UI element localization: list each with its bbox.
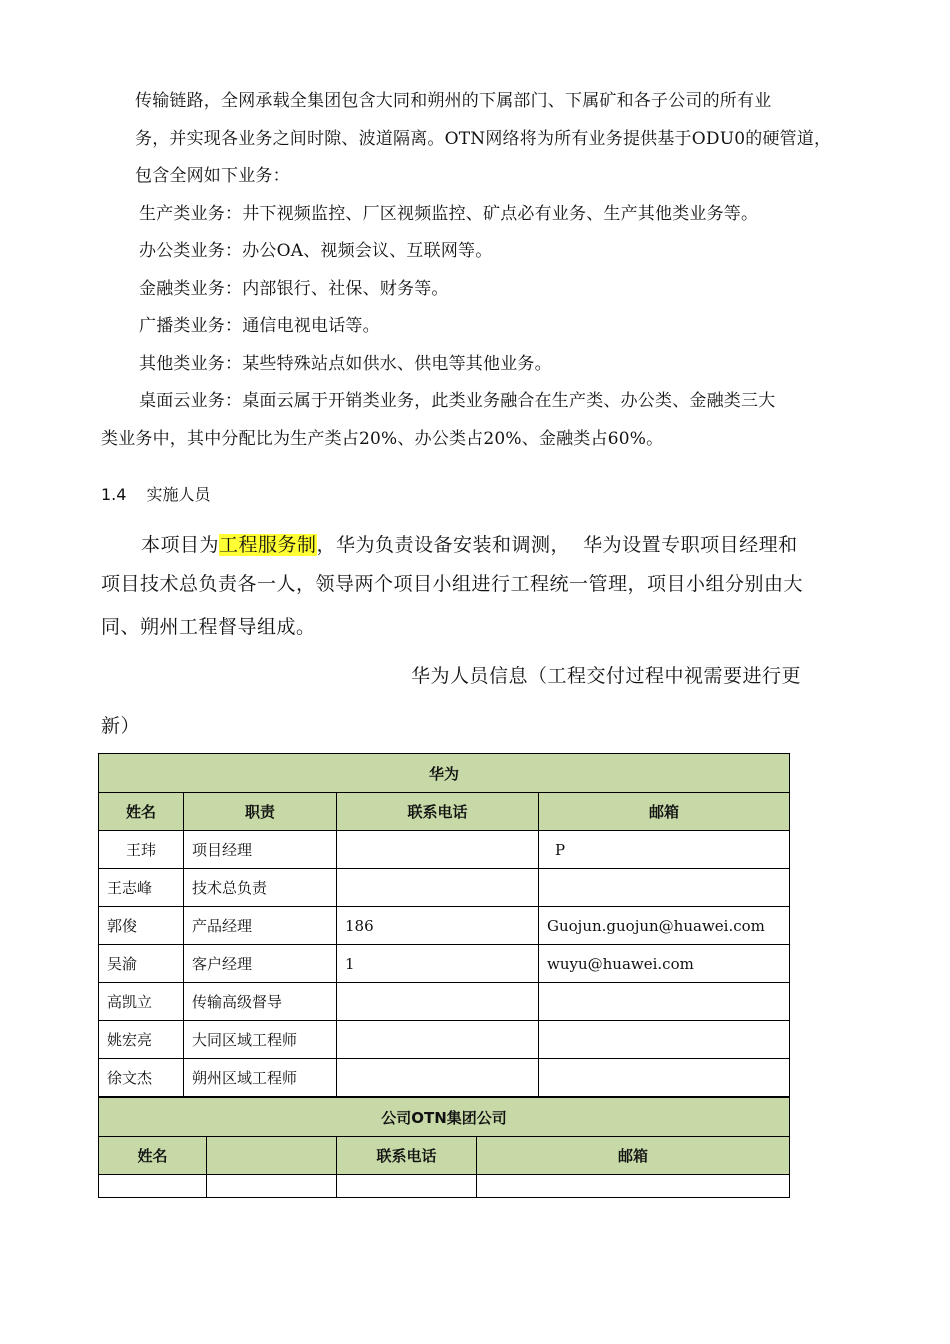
paragraph1-line-7: 广播类业务：通信电视电话等。 — [139, 316, 380, 336]
paragraph2-line-1 — [141, 532, 798, 558]
cell-name: 王玮 — [99, 831, 184, 869]
cell-phone: 186 — [337, 907, 539, 945]
cell-name: 吴渝 — [99, 945, 184, 983]
cell-email — [539, 869, 790, 907]
company-title: 公司OTN集团公司 — [99, 1098, 790, 1137]
cell-email: P — [539, 831, 790, 869]
paragraph1-line-8: 其他类业务：某些特殊站点如供水、供电等其他业务。 — [139, 354, 552, 374]
cell-email — [539, 1021, 790, 1059]
company-header-blank — [207, 1137, 337, 1175]
paragraph2-line-3: 同、朔州工程督导组成。 — [101, 616, 316, 638]
cell-name: 郭俊 — [99, 907, 184, 945]
cell-role: 客户经理 — [184, 945, 337, 983]
empty-cell — [99, 1175, 207, 1198]
table-row — [99, 1175, 790, 1198]
cell-email: wuyu@huawei.com — [539, 945, 790, 983]
cell-role: 大同区域工程师 — [184, 1021, 337, 1059]
paragraph2-prefix: 本项目为 — [141, 534, 220, 556]
paragraph1-line-2: 务，并实现各业务之间时隙、波道隔离。OTN网络将为所有业务提供基于ODU0的硬管道， — [135, 129, 832, 149]
cell-role: 产品经理 — [184, 907, 337, 945]
paragraph1-line-4: 生产类业务：井下视频监控、厂区视频监控、矿点必有业务、生产其他类业务等。 — [139, 204, 759, 224]
cell-role: 朔州区域工程师 — [184, 1059, 337, 1097]
cell-name: 王志峰 — [99, 869, 184, 907]
cell-phone — [337, 869, 539, 907]
company-header-phone: 联系电话 — [337, 1137, 477, 1175]
paragraph1-line-1: 传输链路，全网承载全集团包含大同和朔州的下属部门、下属矿和各子公司的所有业 — [135, 91, 772, 111]
huawei-staff-table — [98, 753, 790, 1097]
company-header-email: 邮箱 — [477, 1137, 790, 1175]
cell-email: Guojun.guojun@huawei.com — [539, 907, 790, 945]
section-number: 1.4 — [101, 485, 127, 504]
table-caption-line-1: 华为人员信息（工程交付过程中视需要进行更 — [411, 665, 802, 687]
paragraph1-line-6: 金融类业务：内部银行、社保、财务等。 — [139, 279, 449, 299]
paragraph1-line-9: 桌面云业务：桌面云属于开销类业务，此类业务融合在生产类、办公类、金融类三大 — [139, 391, 776, 411]
huawei-title: 华为 — [99, 754, 790, 793]
paragraph2-line1-rest: ，华为负责设备安装和调测， 华为设置专职项目经理和 — [316, 534, 798, 556]
empty-cell — [207, 1175, 337, 1198]
company-otn-table — [98, 1097, 790, 1198]
cell-phone — [337, 1021, 539, 1059]
cell-role: 传输高级督导 — [184, 983, 337, 1021]
cell-name: 徐文杰 — [99, 1059, 184, 1097]
header-phone: 联系电话 — [337, 793, 539, 831]
table-row — [99, 1021, 790, 1059]
highlighted-term: 工程服务制 — [219, 534, 317, 556]
section-title: 实施人员 — [146, 485, 211, 504]
table-row — [99, 945, 790, 983]
header-role: 职责 — [184, 793, 337, 831]
company-header-row — [99, 1137, 790, 1175]
cell-phone — [337, 1059, 539, 1097]
paragraph2-line-2: 项目技术总负责各一人，领导两个项目小组进行工程统一管理，项目小组分别由大 — [101, 573, 804, 595]
table-row — [99, 907, 790, 945]
table-title-row — [99, 754, 790, 793]
paragraph1-line-3: 包含全网如下业务： — [135, 166, 290, 186]
company-header-name: 姓名 — [99, 1137, 207, 1175]
cell-email — [539, 1059, 790, 1097]
paragraph1-line-10: 类业务中，其中分配比为生产类占20%、办公类占20%、金融类占60%。 — [101, 429, 664, 449]
cell-role: 技术总负责 — [184, 869, 337, 907]
company-title-row — [99, 1098, 790, 1137]
table-header-row — [99, 793, 790, 831]
table-row — [99, 831, 790, 869]
table-row — [99, 1059, 790, 1097]
cell-name: 姚宏亮 — [99, 1021, 184, 1059]
table-caption-line-2: 新） — [101, 715, 141, 737]
header-name: 姓名 — [99, 793, 184, 831]
cell-phone: 1 — [337, 945, 539, 983]
section-heading — [101, 484, 210, 506]
cell-name: 高凯立 — [99, 983, 184, 1021]
empty-cell — [337, 1175, 477, 1198]
cell-email — [539, 983, 790, 1021]
paragraph1-line-5: 办公类业务：办公OA、视频会议、互联网等。 — [139, 241, 493, 261]
empty-cell — [477, 1175, 790, 1198]
table-row — [99, 869, 790, 907]
cell-phone — [337, 983, 539, 1021]
header-email: 邮箱 — [539, 793, 790, 831]
cell-role: 项目经理 — [184, 831, 337, 869]
table-row — [99, 983, 790, 1021]
cell-phone — [337, 831, 539, 869]
